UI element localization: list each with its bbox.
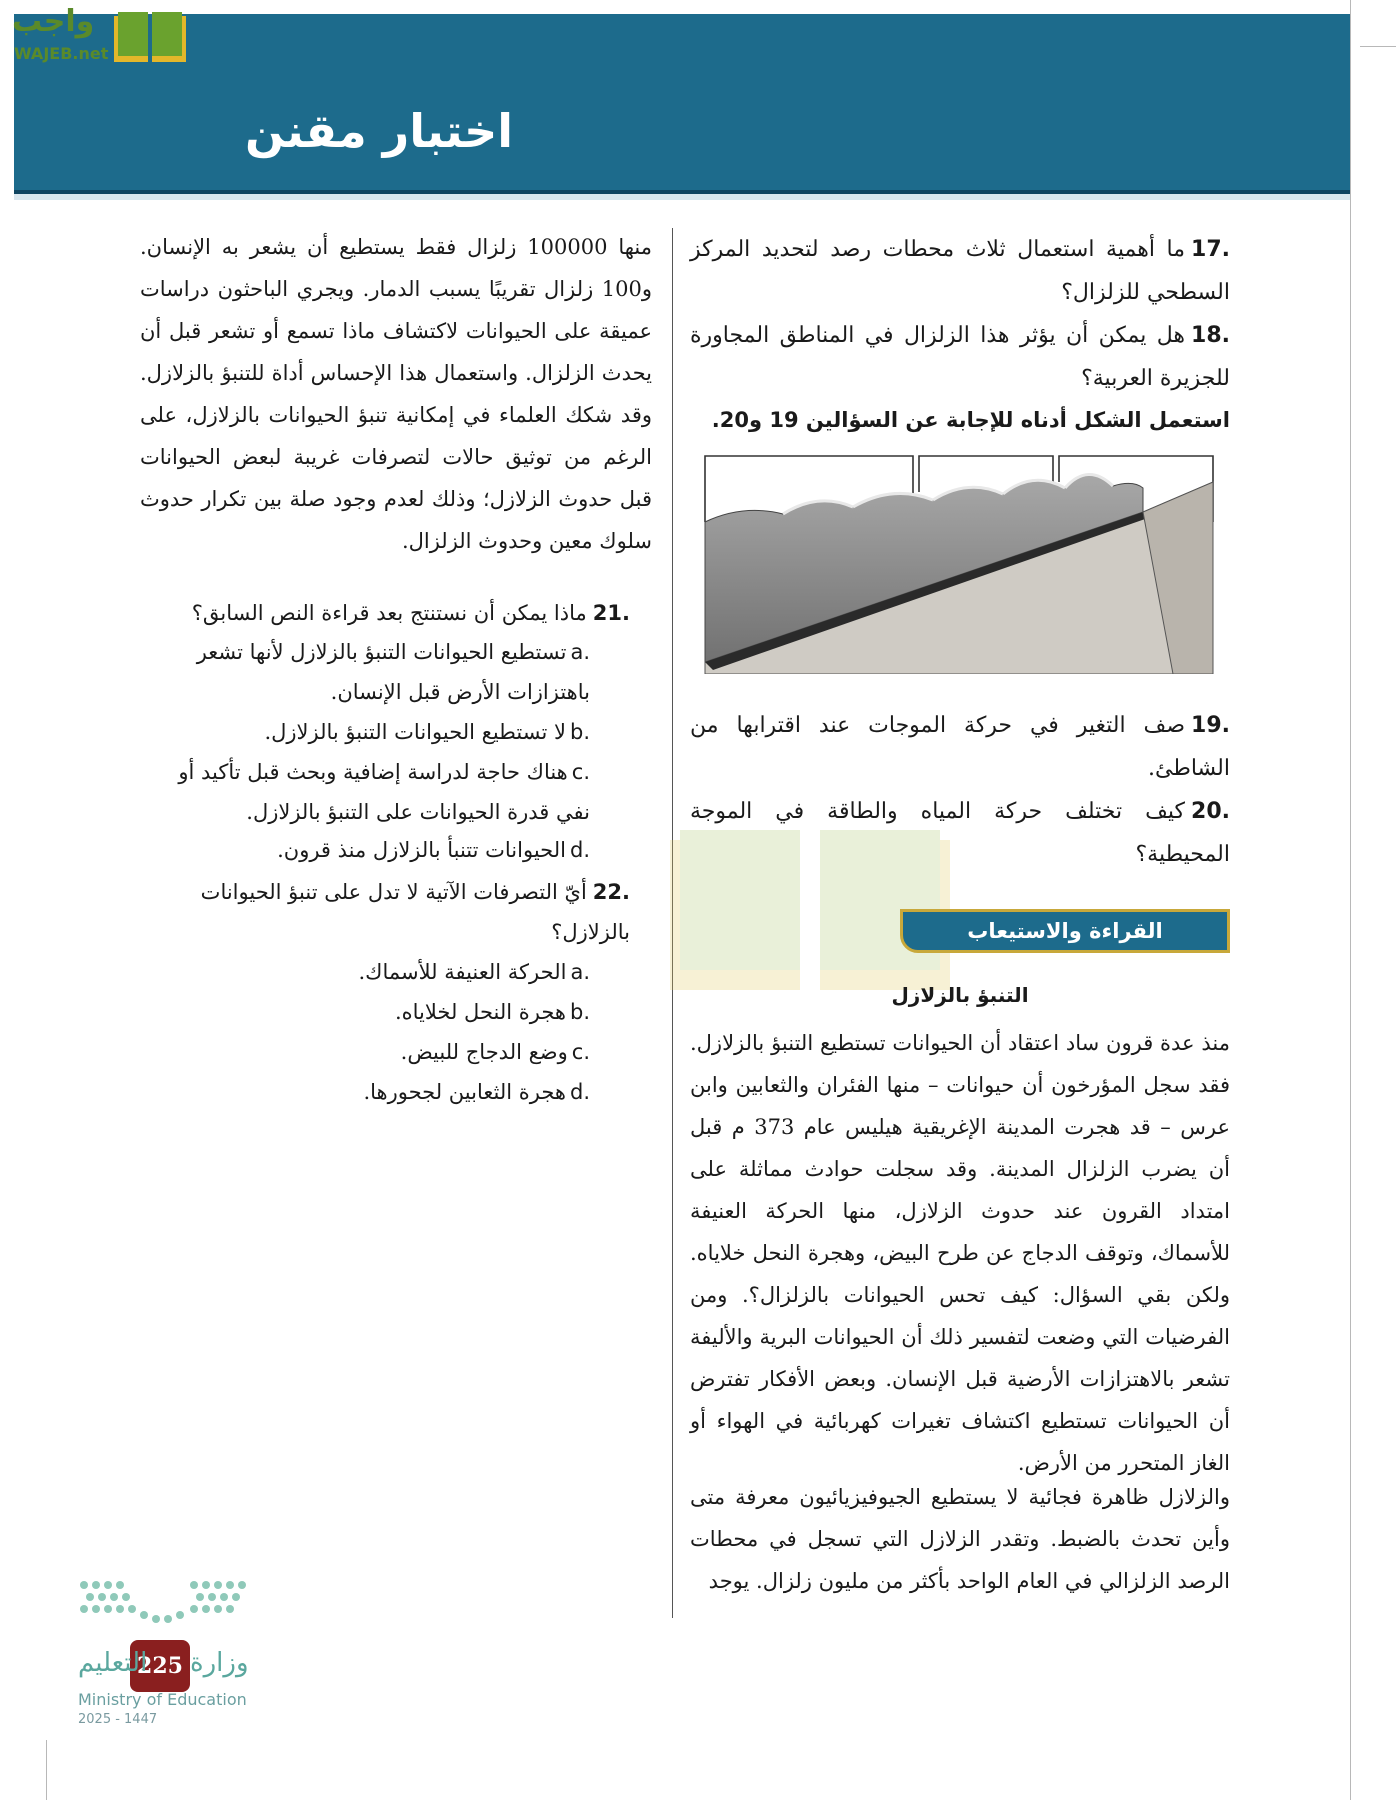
option-21a[interactable] — [150, 632, 590, 712]
ministry-name-en: Ministry of Education — [78, 1690, 247, 1709]
question-17 — [690, 228, 1230, 314]
question-number: .19 — [1191, 713, 1230, 738]
question-text: صف التغير في حركة الموجات عند اقترابها من الشاطئ. — [690, 713, 1230, 781]
crop-mark — [1350, 0, 1351, 1800]
ministry-name-ar-2: التعليم — [78, 1648, 148, 1678]
option-22b[interactable] — [150, 992, 590, 1032]
edition-year: 2025 - 1447 — [78, 1712, 158, 1727]
option-text: وضع الدجاج للبيض. — [400, 1040, 568, 1064]
option-21c[interactable] — [150, 752, 590, 832]
question-18 — [690, 314, 1230, 400]
page-title: اختبار مقنن — [245, 104, 514, 158]
section-tab-reading: القراءة والاستيعاب — [900, 909, 1230, 953]
option-letter: .a — [570, 640, 590, 664]
question-19 — [690, 704, 1230, 790]
question-21 — [140, 592, 630, 635]
option-text: هجرة النحل لخلاياه. — [394, 1000, 566, 1024]
question-number: .20 — [1191, 799, 1230, 824]
option-text: الحيوانات تتنبأ بالزلازل منذ قرون. — [277, 838, 566, 862]
ministry-name-ar-1: وزارة — [190, 1648, 249, 1678]
option-letter: .b — [569, 720, 590, 744]
option-letter: .d — [569, 838, 590, 862]
question-text: ماذا يمكن أن نستنتج بعد قراءة النص السابق؟ — [191, 601, 587, 625]
passage-title: التنبؤ بالزلازل — [891, 983, 1029, 1007]
brand-latin: WAJEB.net — [14, 44, 109, 63]
option-text: الحركة العنيفة للأسماك. — [358, 960, 567, 984]
option-text: تستطيع الحيوانات التنبؤ بالزلازل لأنها تشعر باهتزازات الأرض قبل الإنسان. — [196, 640, 590, 704]
option-letter: .d — [569, 1080, 590, 1104]
passage-paragraph-1: منذ عدة قرون ساد اعتقاد أن الحيوانات تستطيع التنبؤ بالزلازل. فقد سجل المؤرخون أن حيوانات – منها الفئران والثعابين وابن عرس – قد هجرت المدينة الإغريقية هيليس عام 373 م قبل أن يضرب الزلزال المدينة. وقد سجلت حوادث مماثلة على امتداد القرون عند حدوث الزلازل، منها الحركة العنيفة للأسماك، وتوقف الدجاج عن طرح البيض، وهجرة النحل خلاياه. ولكن بقي السؤال: كيف تحس الحيوانات بالزلزال؟. ومن الفرضيات التي وضعت لتفسير ذلك أن الحيوانات البرية والأليفة تشعر بالاهتزازات الأرضية قبل الإنسان. وبعض الأفكار تفترض أن الحيوانات تستطيع اكتشاف تغيرات كهربائية في الهواء أو الغاز المتحرر من الأرض. — [690, 1031, 1230, 1475]
option-22c[interactable] — [150, 1032, 590, 1072]
question-text: أيّ التصرفات الآتية لا تدل على تنبؤ الحيوانات بالزلازل؟ — [200, 880, 630, 944]
crop-mark — [46, 1740, 47, 1800]
question-number: .22 — [592, 880, 630, 904]
option-text: لا تستطيع الحيوانات التنبؤ بالزلازل. — [264, 720, 566, 744]
option-letter: .b — [569, 1000, 590, 1024]
option-letter: .c — [571, 760, 590, 784]
brand-logo — [12, 4, 192, 74]
question-22 — [140, 872, 630, 952]
option-text: هجرة الثعابين لجحورها. — [363, 1080, 566, 1104]
option-text: هناك حاجة لدراسة إضافية وبحث قبل تأكيد أو نفي قدرة الحيوانات على التنبؤ بالزلازل. — [178, 760, 590, 824]
brand-name: واجب — [12, 4, 95, 39]
option-letter: .a — [570, 960, 590, 984]
question-number: .21 — [592, 601, 630, 625]
page-number-badge: 225 — [130, 1640, 190, 1692]
header-band — [14, 14, 1350, 195]
crop-mark — [1360, 46, 1396, 47]
option-22d[interactable] — [150, 1072, 590, 1112]
wave-diagram — [703, 452, 1215, 674]
option-22a[interactable] — [150, 952, 590, 992]
book-icon — [110, 6, 190, 70]
figure-instruction: استعمل الشكل أدناه للإجابة عن السؤالين 19 و20. — [711, 408, 1230, 432]
question-text: هل يمكن أن يؤثر هذا الزلزال في المناطق المجاورة للجزيرة العربية؟ — [690, 323, 1230, 391]
option-21b[interactable] — [150, 712, 590, 752]
question-text: ما أهمية استعمال ثلاث محطات رصد لتحديد المركز السطحي للزلزال؟ — [690, 237, 1230, 305]
passage-paragraph-3: منها 100000 زلزال فقط يستطيع أن يشعر به الإنسان. و100 زلزال تقريبًا يسبب الدمار. ويجري الباحثون دراسات عميقة على الحيوانات لاكتشاف ماذا تسمع أو تشعر قبل أن يحدث الزلزال. واستعمال هذا الإحساس أداة للتنبؤ بالزلازل. وقد شكك العلماء في إمكانية تنبؤ الحيوانات بالزلازل، على الرغم من توثيق حالات لتصرفات غريبة لبعض الحيوانات قبل حدوث الزلازل؛ وذلك لعدم وجود صلة بين تكرار حدوث سلوك معين وحدوث الزلزال. — [140, 235, 652, 553]
question-number: .17 — [1191, 237, 1230, 262]
question-text: كيف تختلف حركة المياه والطاقة في الموجة المحيطية؟ — [690, 799, 1230, 867]
option-21d[interactable] — [150, 830, 590, 870]
question-number: .18 — [1191, 323, 1230, 348]
option-letter: .c — [571, 1040, 590, 1064]
passage-paragraph-2: والزلازل ظاهرة فجائية لا يستطيع الجيوفيزيائيون معرفة متى وأين تحدث بالضبط. وتقدر الزلازل التي تسجل في محطات الرصد الزلزالي في العام الواحد بأكثر من مليون زلزال. يوجد — [690, 1485, 1230, 1593]
